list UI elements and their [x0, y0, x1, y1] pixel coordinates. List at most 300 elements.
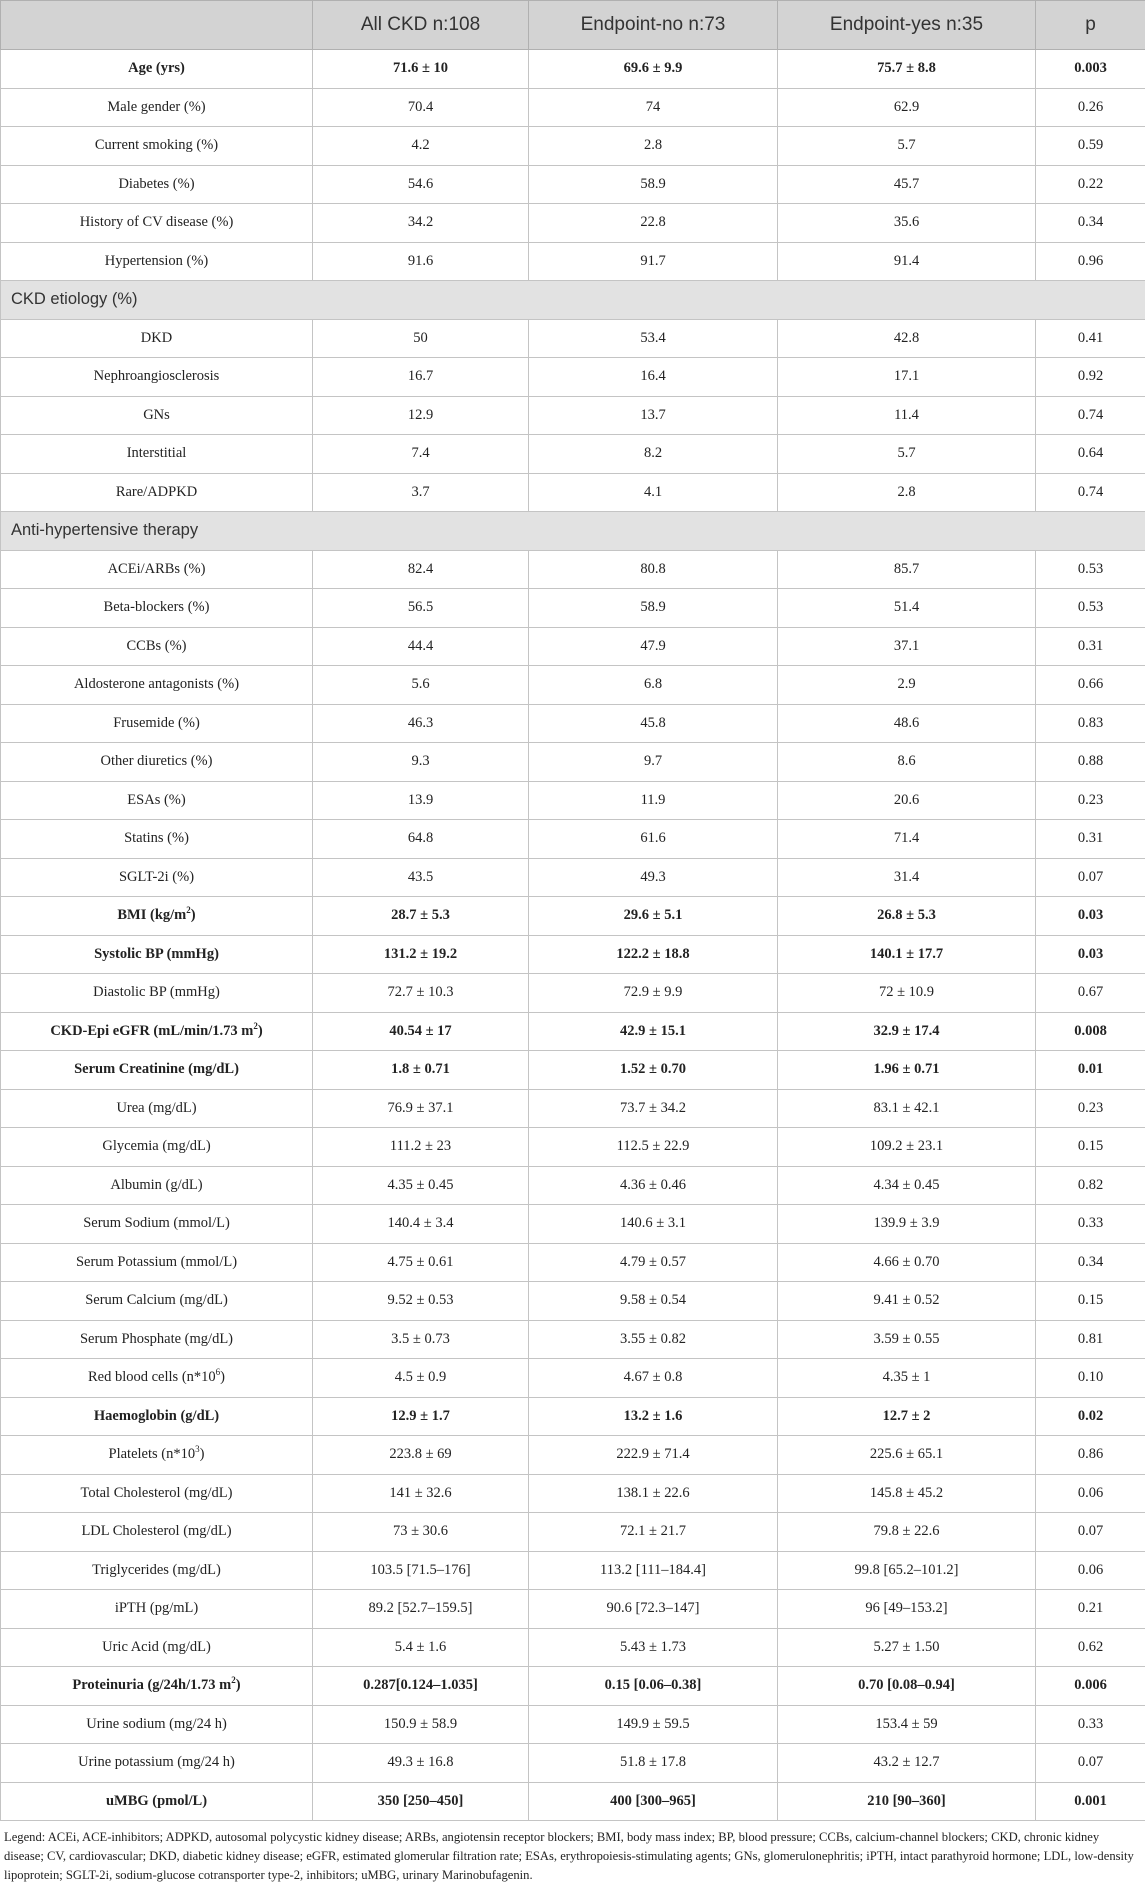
p-value: 0.67: [1036, 974, 1145, 1013]
value-endpoint-no: 4.67 ± 0.8: [529, 1359, 778, 1398]
table-row: [1, 704, 1145, 743]
table-legend: Legend: ACEi, ACE-inhibitors; ADPKD, autosomal polycystic kidney disease; ARBs, angiotensin receptor blockers; BMI, body mass index; BP, blood pressure; CCBs, calcium-channel blockers; CKD, chronic kidney disease; CV, cardiovascular; DKD, diabetic kidney disease; eGFR, estimated glomerular filtration rate; ESAs, erythropoiesis-stimulating agents; GNs, glomerulonephritis; iPTH, intact parathyroid hormone; LDL, low-density lipoprotein; SGLT-2i, sodium-glucose cotransporter type-2, inhibitors; uMBG, urinary Marinobufagenin.: [4, 1830, 1134, 1882]
row-label: [1, 1397, 313, 1436]
row-label: [1, 858, 313, 897]
value-endpoint-no: 138.1 ± 22.6: [529, 1474, 778, 1513]
value-endpoint-yes: 109.2 ± 23.1: [778, 1128, 1036, 1167]
p-value: 0.41: [1036, 319, 1145, 358]
table-row: [1, 88, 1145, 127]
table-row: [1, 781, 1145, 820]
row-label-text: Urine potassium (mg/24 h): [78, 1754, 235, 1771]
value-all-ckd: 34.2: [313, 204, 529, 243]
table-row: [1, 858, 1145, 897]
value-all-ckd: 64.8: [313, 820, 529, 859]
row-label: [1, 358, 313, 397]
p-value: 0.92: [1036, 358, 1145, 397]
row-label-text: BMI (kg/m: [117, 907, 187, 924]
value-endpoint-no: 13.7: [529, 396, 778, 435]
section-row: [1, 281, 1145, 320]
row-label: [1, 1667, 313, 1706]
value-endpoint-yes: 83.1 ± 42.1: [778, 1089, 1036, 1128]
value-endpoint-yes: 20.6: [778, 781, 1036, 820]
table-row: [1, 1436, 1145, 1475]
p-value: 0.33: [1036, 1705, 1145, 1744]
value-all-ckd: 4.5 ± 0.9: [313, 1359, 529, 1398]
row-label-text: Interstitial: [126, 445, 187, 462]
row-label-text: Rare/ADPKD: [115, 483, 198, 500]
row-label-text: Serum Creatinine (mg/dL): [74, 1061, 239, 1078]
value-endpoint-yes: 4.34 ± 0.45: [778, 1166, 1036, 1205]
row-label-text: Nephroangiosclerosis: [93, 368, 220, 385]
table-row: [1, 1282, 1145, 1321]
row-label-text: Haemoglobin (g/dL): [93, 1407, 220, 1424]
table-row: [1, 1667, 1145, 1706]
value-endpoint-yes: 71.4: [778, 820, 1036, 859]
p-value: 0.81: [1036, 1320, 1145, 1359]
row-label: [1, 1205, 313, 1244]
value-all-ckd: 56.5: [313, 589, 529, 628]
row-label: [1, 1590, 313, 1629]
value-all-ckd: 89.2 [52.7–159.5]: [313, 1590, 529, 1629]
value-all-ckd: 91.6: [313, 242, 529, 281]
row-label-text: Diastolic BP (mmHg): [93, 984, 220, 1001]
value-all-ckd: 50: [313, 319, 529, 358]
table-row: [1, 165, 1145, 204]
p-value: 0.06: [1036, 1551, 1145, 1590]
row-label: [1, 1282, 313, 1321]
row-label: [1, 1089, 313, 1128]
table-row: [1, 1128, 1145, 1167]
value-endpoint-yes: 26.8 ± 5.3: [778, 897, 1036, 936]
p-value: 0.07: [1036, 1744, 1145, 1783]
value-endpoint-no: 149.9 ± 59.5: [529, 1705, 778, 1744]
value-all-ckd: 103.5 [71.5–176]: [313, 1551, 529, 1590]
value-endpoint-yes: 99.8 [65.2–101.2]: [778, 1551, 1036, 1590]
row-label-text: ACEi/ARBs (%): [107, 560, 206, 577]
value-all-ckd: 73 ± 30.6: [313, 1513, 529, 1552]
table-row: [1, 1590, 1145, 1629]
header-p-value: p: [1036, 1, 1145, 50]
p-value: 0.96: [1036, 242, 1145, 281]
row-label: [1, 1551, 313, 1590]
table-row: [1, 1243, 1145, 1282]
table-row: [1, 1051, 1145, 1090]
p-value: 0.02: [1036, 1397, 1145, 1436]
value-endpoint-yes: 51.4: [778, 589, 1036, 628]
p-value: 0.83: [1036, 704, 1145, 743]
row-label-text: Albumin (g/dL): [110, 1176, 203, 1193]
row-label-text: Triglycerides (mg/dL): [92, 1561, 221, 1578]
value-endpoint-no: 72.1 ± 21.7: [529, 1513, 778, 1552]
value-endpoint-no: 4.1: [529, 473, 778, 512]
value-all-ckd: 140.4 ± 3.4: [313, 1205, 529, 1244]
p-value: 0.03: [1036, 897, 1145, 936]
table-row: [1, 627, 1145, 666]
row-label-text: GNs: [143, 406, 170, 423]
table-row: [1, 1166, 1145, 1205]
value-endpoint-no: 58.9: [529, 589, 778, 628]
row-label-text: DKD: [140, 329, 173, 346]
value-endpoint-yes: 91.4: [778, 242, 1036, 281]
value-endpoint-no: 6.8: [529, 666, 778, 705]
value-endpoint-yes: 45.7: [778, 165, 1036, 204]
row-label-tail: ): [220, 1369, 225, 1386]
value-endpoint-yes: 31.4: [778, 858, 1036, 897]
value-all-ckd: 82.4: [313, 550, 529, 589]
row-label: [1, 666, 313, 705]
value-endpoint-no: 16.4: [529, 358, 778, 397]
p-value: 0.74: [1036, 473, 1145, 512]
p-value: 0.88: [1036, 743, 1145, 782]
p-value: 0.74: [1036, 396, 1145, 435]
row-label-text: Aldosterone antagonists (%): [73, 676, 240, 693]
value-endpoint-yes: 37.1: [778, 627, 1036, 666]
row-label: [1, 435, 313, 474]
value-endpoint-no: 53.4: [529, 319, 778, 358]
p-value: 0.31: [1036, 627, 1145, 666]
table-row: [1, 1012, 1145, 1051]
value-all-ckd: 44.4: [313, 627, 529, 666]
p-value: 0.23: [1036, 781, 1145, 820]
row-label: [1, 1705, 313, 1744]
value-endpoint-yes: 2.8: [778, 473, 1036, 512]
value-endpoint-no: 9.7: [529, 743, 778, 782]
p-value: 0.26: [1036, 88, 1145, 127]
row-label-superscript: 3: [195, 1444, 200, 1455]
value-all-ckd: 12.9: [313, 396, 529, 435]
value-endpoint-yes: 5.7: [778, 435, 1036, 474]
value-all-ckd: 3.7: [313, 473, 529, 512]
table-row: [1, 1705, 1145, 1744]
value-all-ckd: 111.2 ± 23: [313, 1128, 529, 1167]
row-label-text: Male gender (%): [107, 98, 206, 115]
row-label: [1, 127, 313, 166]
row-label: [1, 396, 313, 435]
value-all-ckd: 3.5 ± 0.73: [313, 1320, 529, 1359]
p-value: 0.53: [1036, 550, 1145, 589]
row-label: [1, 627, 313, 666]
p-value: 0.53: [1036, 589, 1145, 628]
table-row: [1, 589, 1145, 628]
value-all-ckd: 223.8 ± 69: [313, 1436, 529, 1475]
row-label-text: Uric Acid (mg/dL): [102, 1638, 211, 1655]
value-endpoint-no: 47.9: [529, 627, 778, 666]
row-label: [1, 1243, 313, 1282]
table-body: [1, 50, 1145, 1821]
value-endpoint-yes: 153.4 ± 59: [778, 1705, 1036, 1744]
value-endpoint-no: 61.6: [529, 820, 778, 859]
table-row: [1, 127, 1145, 166]
row-label-text: Current smoking (%): [94, 137, 219, 154]
row-label-text: Platelets (n*10: [108, 1446, 196, 1463]
p-value: 0.03: [1036, 935, 1145, 974]
value-endpoint-yes: 12.7 ± 2: [778, 1397, 1036, 1436]
value-endpoint-no: 2.8: [529, 127, 778, 166]
value-endpoint-no: 58.9: [529, 165, 778, 204]
value-endpoint-yes: 225.6 ± 65.1: [778, 1436, 1036, 1475]
p-value: 0.01: [1036, 1051, 1145, 1090]
value-all-ckd: 0.287[0.124–1.035]: [313, 1667, 529, 1706]
value-endpoint-yes: 96 [49–153.2]: [778, 1590, 1036, 1629]
p-value: 0.82: [1036, 1166, 1145, 1205]
row-label: [1, 1166, 313, 1205]
value-endpoint-no: 122.2 ± 18.8: [529, 935, 778, 974]
row-label: [1, 1320, 313, 1359]
value-endpoint-yes: 42.8: [778, 319, 1036, 358]
value-endpoint-yes: 72 ± 10.9: [778, 974, 1036, 1013]
row-label: [1, 781, 313, 820]
p-value: 0.66: [1036, 666, 1145, 705]
table-row: [1, 319, 1145, 358]
row-label: [1, 88, 313, 127]
value-endpoint-no: 80.8: [529, 550, 778, 589]
value-all-ckd: 16.7: [313, 358, 529, 397]
p-value: 0.006: [1036, 1667, 1145, 1706]
row-label-tail: ): [199, 1446, 205, 1463]
section-row: [1, 512, 1145, 551]
value-endpoint-no: 8.2: [529, 435, 778, 474]
value-endpoint-no: 13.2 ± 1.6: [529, 1397, 778, 1436]
value-all-ckd: 9.52 ± 0.53: [313, 1282, 529, 1321]
value-endpoint-yes: 85.7: [778, 550, 1036, 589]
header-endpoint-yes: Endpoint-yes n:35: [778, 1, 1036, 50]
row-label: [1, 1782, 313, 1821]
table-row: [1, 550, 1145, 589]
p-value: 0.15: [1036, 1282, 1145, 1321]
value-endpoint-no: 51.8 ± 17.8: [529, 1744, 778, 1783]
value-endpoint-no: 140.6 ± 3.1: [529, 1205, 778, 1244]
value-endpoint-no: 29.6 ± 5.1: [529, 897, 778, 936]
table-row: [1, 473, 1145, 512]
value-endpoint-no: 4.79 ± 0.57: [529, 1243, 778, 1282]
row-label: [1, 319, 313, 358]
value-all-ckd: 54.6: [313, 165, 529, 204]
row-label: [1, 165, 313, 204]
table-row: [1, 1782, 1145, 1821]
header-variable: [1, 1, 313, 50]
value-all-ckd: 12.9 ± 1.7: [313, 1397, 529, 1436]
value-endpoint-yes: 139.9 ± 3.9: [778, 1205, 1036, 1244]
row-label-text: Glycemia (mg/dL): [102, 1138, 211, 1155]
value-endpoint-no: 22.8: [529, 204, 778, 243]
row-label-text: LDL Cholesterol (mg/dL): [81, 1523, 232, 1540]
row-label: [1, 935, 313, 974]
row-label-text: Beta-blockers (%): [103, 599, 210, 616]
value-endpoint-yes: 32.9 ± 17.4: [778, 1012, 1036, 1051]
value-all-ckd: 5.4 ± 1.6: [313, 1628, 529, 1667]
header-endpoint-no: Endpoint-no n:73: [529, 1, 778, 50]
table-row: [1, 1397, 1145, 1436]
row-label-text: Urea (mg/dL): [116, 1099, 197, 1116]
p-value: 0.64: [1036, 435, 1145, 474]
value-endpoint-yes: 17.1: [778, 358, 1036, 397]
row-label-text: History of CV disease (%): [79, 214, 234, 231]
row-label: [1, 550, 313, 589]
value-endpoint-yes: 5.27 ± 1.50: [778, 1628, 1036, 1667]
value-endpoint-yes: 1.96 ± 0.71: [778, 1051, 1036, 1090]
value-endpoint-yes: 79.8 ± 22.6: [778, 1513, 1036, 1552]
table-row: [1, 435, 1145, 474]
table-row: [1, 974, 1145, 1013]
p-value: 0.62: [1036, 1628, 1145, 1667]
value-all-ckd: 150.9 ± 58.9: [313, 1705, 529, 1744]
row-label: [1, 1474, 313, 1513]
value-endpoint-no: 90.6 [72.3–147]: [529, 1590, 778, 1629]
row-label-text: ESAs (%): [127, 791, 186, 808]
table-row: [1, 1744, 1145, 1783]
row-label-tail: ): [257, 1022, 263, 1039]
row-label-text: Hypertension (%): [104, 252, 209, 269]
row-label: [1, 704, 313, 743]
value-endpoint-no: 112.5 ± 22.9: [529, 1128, 778, 1167]
row-label: [1, 1051, 313, 1090]
value-all-ckd: 76.9 ± 37.1: [313, 1089, 529, 1128]
row-label-text: Serum Phosphate (mg/dL): [79, 1330, 234, 1347]
p-value: 0.86: [1036, 1436, 1145, 1475]
value-all-ckd: 4.2: [313, 127, 529, 166]
row-label-text: Proteinuria (g/24h/1.73 m: [72, 1677, 232, 1694]
value-endpoint-yes: 4.66 ± 0.70: [778, 1243, 1036, 1282]
table-row: [1, 897, 1145, 936]
row-label: [1, 50, 313, 89]
p-value: 0.008: [1036, 1012, 1145, 1051]
value-all-ckd: 13.9: [313, 781, 529, 820]
value-all-ckd: 72.7 ± 10.3: [313, 974, 529, 1013]
value-endpoint-yes: 8.6: [778, 743, 1036, 782]
value-endpoint-yes: 35.6: [778, 204, 1036, 243]
value-endpoint-yes: 5.7: [778, 127, 1036, 166]
value-endpoint-yes: 210 [90–360]: [778, 1782, 1036, 1821]
header-all-ckd: All CKD n:108: [313, 1, 529, 50]
value-all-ckd: 49.3 ± 16.8: [313, 1744, 529, 1783]
p-value: 0.31: [1036, 820, 1145, 859]
value-endpoint-yes: 0.70 [0.08–0.94]: [778, 1667, 1036, 1706]
row-label-tail: ): [190, 907, 196, 924]
value-all-ckd: 131.2 ± 19.2: [313, 935, 529, 974]
row-label-text: Total Cholesterol (mg/dL): [80, 1484, 233, 1501]
value-endpoint-no: 9.58 ± 0.54: [529, 1282, 778, 1321]
value-all-ckd: 46.3: [313, 704, 529, 743]
row-label: [1, 1012, 313, 1051]
value-endpoint-no: 3.55 ± 0.82: [529, 1320, 778, 1359]
table-header-row: [1, 1, 1145, 50]
value-endpoint-yes: 140.1 ± 17.7: [778, 935, 1036, 974]
value-endpoint-no: 11.9: [529, 781, 778, 820]
value-endpoint-no: 49.3: [529, 858, 778, 897]
row-label-text: Serum Potassium (mmol/L): [75, 1253, 238, 1270]
row-label-tail: ): [235, 1677, 241, 1694]
value-endpoint-no: 222.9 ± 71.4: [529, 1436, 778, 1475]
value-all-ckd: 4.75 ± 0.61: [313, 1243, 529, 1282]
row-label-text: Statins (%): [124, 830, 189, 847]
value-endpoint-yes: 75.7 ± 8.8: [778, 50, 1036, 89]
p-value: 0.34: [1036, 1243, 1145, 1282]
value-all-ckd: 4.35 ± 0.45: [313, 1166, 529, 1205]
row-label-text: Serum Calcium (mg/dL): [85, 1292, 228, 1309]
table-row: [1, 743, 1145, 782]
p-value: 0.07: [1036, 1513, 1145, 1552]
row-label-text: Red blood cells (n*10: [87, 1369, 216, 1386]
table-row: [1, 666, 1145, 705]
row-label: [1, 1128, 313, 1167]
p-value: 0.001: [1036, 1782, 1145, 1821]
value-endpoint-yes: 62.9: [778, 88, 1036, 127]
value-endpoint-no: 5.43 ± 1.73: [529, 1628, 778, 1667]
value-all-ckd: 70.4: [313, 88, 529, 127]
value-all-ckd: 1.8 ± 0.71: [313, 1051, 529, 1090]
p-value: 0.003: [1036, 50, 1145, 89]
table-row: [1, 396, 1145, 435]
row-label: [1, 820, 313, 859]
row-label-text: Urine sodium (mg/24 h): [86, 1715, 227, 1732]
row-label: [1, 473, 313, 512]
row-label: [1, 974, 313, 1013]
row-label-superscript: 6: [215, 1367, 221, 1378]
row-label: [1, 1628, 313, 1667]
value-endpoint-no: 4.36 ± 0.46: [529, 1166, 778, 1205]
p-value: 0.21: [1036, 1590, 1145, 1629]
value-endpoint-yes: 2.9: [778, 666, 1036, 705]
value-endpoint-no: 69.6 ± 9.9: [529, 50, 778, 89]
table-row: [1, 820, 1145, 859]
value-endpoint-yes: 4.35 ± 1: [778, 1359, 1036, 1398]
row-label: [1, 204, 313, 243]
value-endpoint-yes: 9.41 ± 0.52: [778, 1282, 1036, 1321]
table-row: [1, 1551, 1145, 1590]
section-label: Anti-hypertensive therapy: [1, 512, 1145, 551]
value-endpoint-no: 91.7: [529, 242, 778, 281]
row-label-text: Age (yrs): [128, 60, 185, 77]
p-value: 0.33: [1036, 1205, 1145, 1244]
row-label-text: CCBs (%): [126, 637, 187, 654]
value-all-ckd: 7.4: [313, 435, 529, 474]
value-endpoint-no: 1.52 ± 0.70: [529, 1051, 778, 1090]
row-label-text: Other diuretics (%): [100, 753, 213, 770]
value-all-ckd: 5.6: [313, 666, 529, 705]
row-label-text: Frusemide (%): [113, 714, 200, 731]
section-label: CKD etiology (%): [1, 281, 1145, 320]
value-endpoint-yes: 43.2 ± 12.7: [778, 1744, 1036, 1783]
value-all-ckd: 350 [250–450]: [313, 1782, 529, 1821]
row-label: [1, 1436, 313, 1475]
value-all-ckd: 9.3: [313, 743, 529, 782]
value-endpoint-yes: 48.6: [778, 704, 1036, 743]
row-label-superscript: 2: [253, 1020, 258, 1031]
p-value: 0.06: [1036, 1474, 1145, 1513]
value-endpoint-no: 73.7 ± 34.2: [529, 1089, 778, 1128]
value-endpoint-yes: 3.59 ± 0.55: [778, 1320, 1036, 1359]
value-endpoint-no: 42.9 ± 15.1: [529, 1012, 778, 1051]
p-value: 0.22: [1036, 165, 1145, 204]
value-all-ckd: 71.6 ± 10: [313, 50, 529, 89]
row-label: [1, 1744, 313, 1783]
table-row: [1, 1628, 1145, 1667]
value-endpoint-no: 74: [529, 88, 778, 127]
p-value: 0.59: [1036, 127, 1145, 166]
row-label-text: CKD-Epi eGFR (mL/min/1.73 m: [50, 1022, 254, 1039]
table-row: [1, 1205, 1145, 1244]
row-label: [1, 1513, 313, 1552]
table-row: [1, 50, 1145, 89]
row-label-superscript: 2: [186, 905, 191, 916]
value-endpoint-yes: 11.4: [778, 396, 1036, 435]
value-all-ckd: 40.54 ± 17: [313, 1012, 529, 1051]
p-value: 0.07: [1036, 858, 1145, 897]
row-label: [1, 743, 313, 782]
row-label: [1, 897, 313, 936]
value-endpoint-yes: 145.8 ± 45.2: [778, 1474, 1036, 1513]
table-row: [1, 242, 1145, 281]
